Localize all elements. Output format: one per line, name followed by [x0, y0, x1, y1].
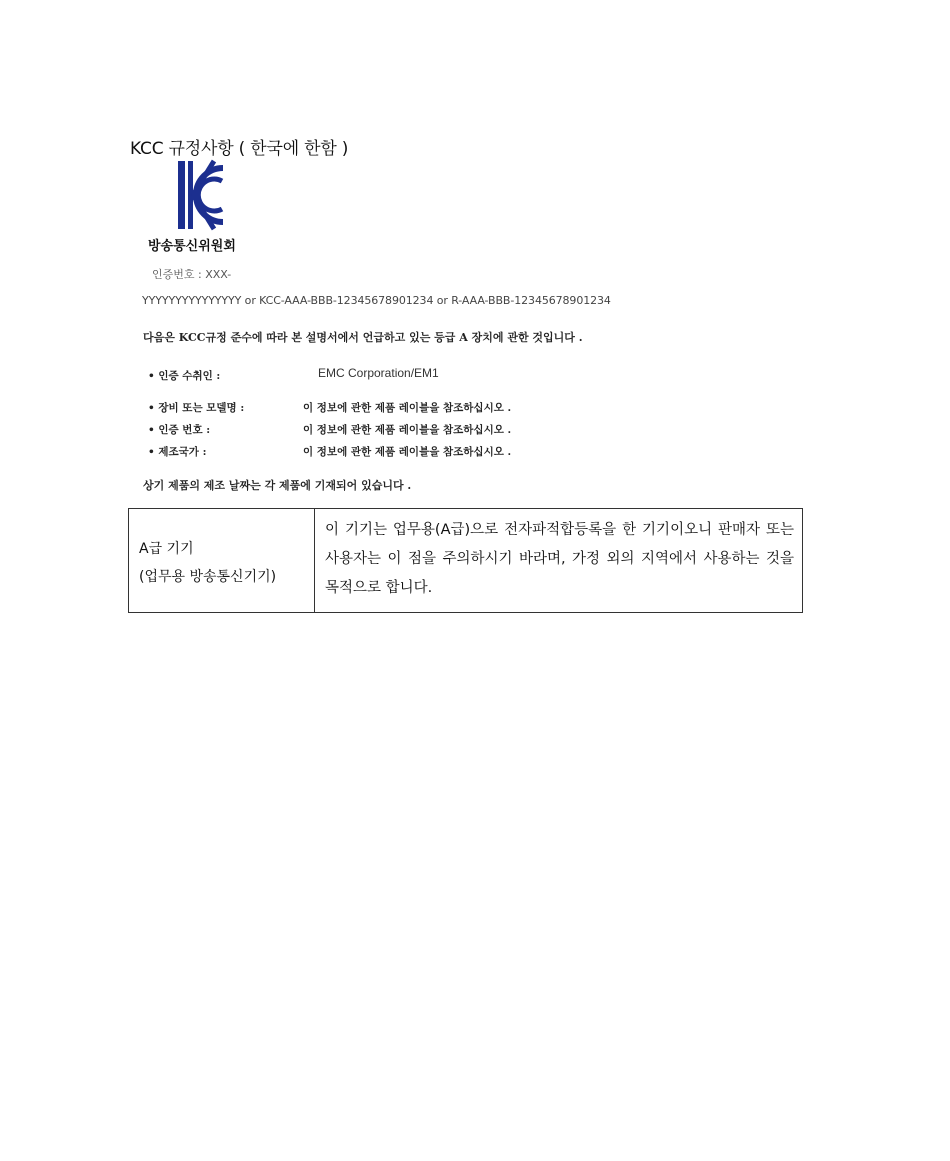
item-value: 이 정보에 관한 제품 레이블을 참조하십시오 .: [303, 402, 512, 414]
item-value: EMC Corporation/EM1: [318, 366, 439, 380]
class-a-notice-table: [128, 508, 803, 613]
kc-org-name: 방송통신위원회: [148, 239, 236, 254]
notice-class-sublabel: (업무용 방송통신기기): [139, 569, 277, 585]
item-value: 이 정보에 관한 제품 레이블을 참조하십시오 .: [303, 424, 512, 436]
section-title: KCC 규정사항 ( 한국에 한함 ): [130, 139, 349, 159]
item-label: • 제조국가 :: [148, 446, 207, 458]
item-label: • 인증 수취인 :: [148, 370, 221, 382]
notice-class-label: A급 기기: [139, 541, 194, 557]
item-label: • 인증 번호 :: [148, 424, 211, 436]
intro-text: 다음은 KCC규정 준수에 따라 본 설명서에서 언급하고 있는 등급 A 장치에 관한 것입니다 .: [143, 331, 583, 344]
item-label: • 장비 또는 모델명 :: [148, 402, 245, 414]
cert-number-line: 인증번호 : XXX-: [152, 268, 232, 281]
kc-mark-logo: [176, 159, 226, 231]
manufacture-date-note: 상기 제품의 제조 날짜는 각 제품에 기재되어 있습니다 .: [143, 479, 412, 492]
cert-number-formats: YYYYYYYYYYYYYYY or KCC-AAA-BBB-12345678901234 or R-AAA-BBB-12345678901234: [142, 294, 611, 307]
notice-class-cell: [129, 509, 315, 612]
item-value: 이 정보에 관한 제품 레이블을 참조하십시오 .: [303, 446, 512, 458]
notice-text-cell: 이 기기는 업무용(A급)으로 전자파적합등록을 한 기기이오니 판매자 또는 사용자는 이 점을 주의하시기 바라며, 가정 외의 지역에서 사용하는 것을 목적으로 합니다.: [325, 522, 794, 596]
